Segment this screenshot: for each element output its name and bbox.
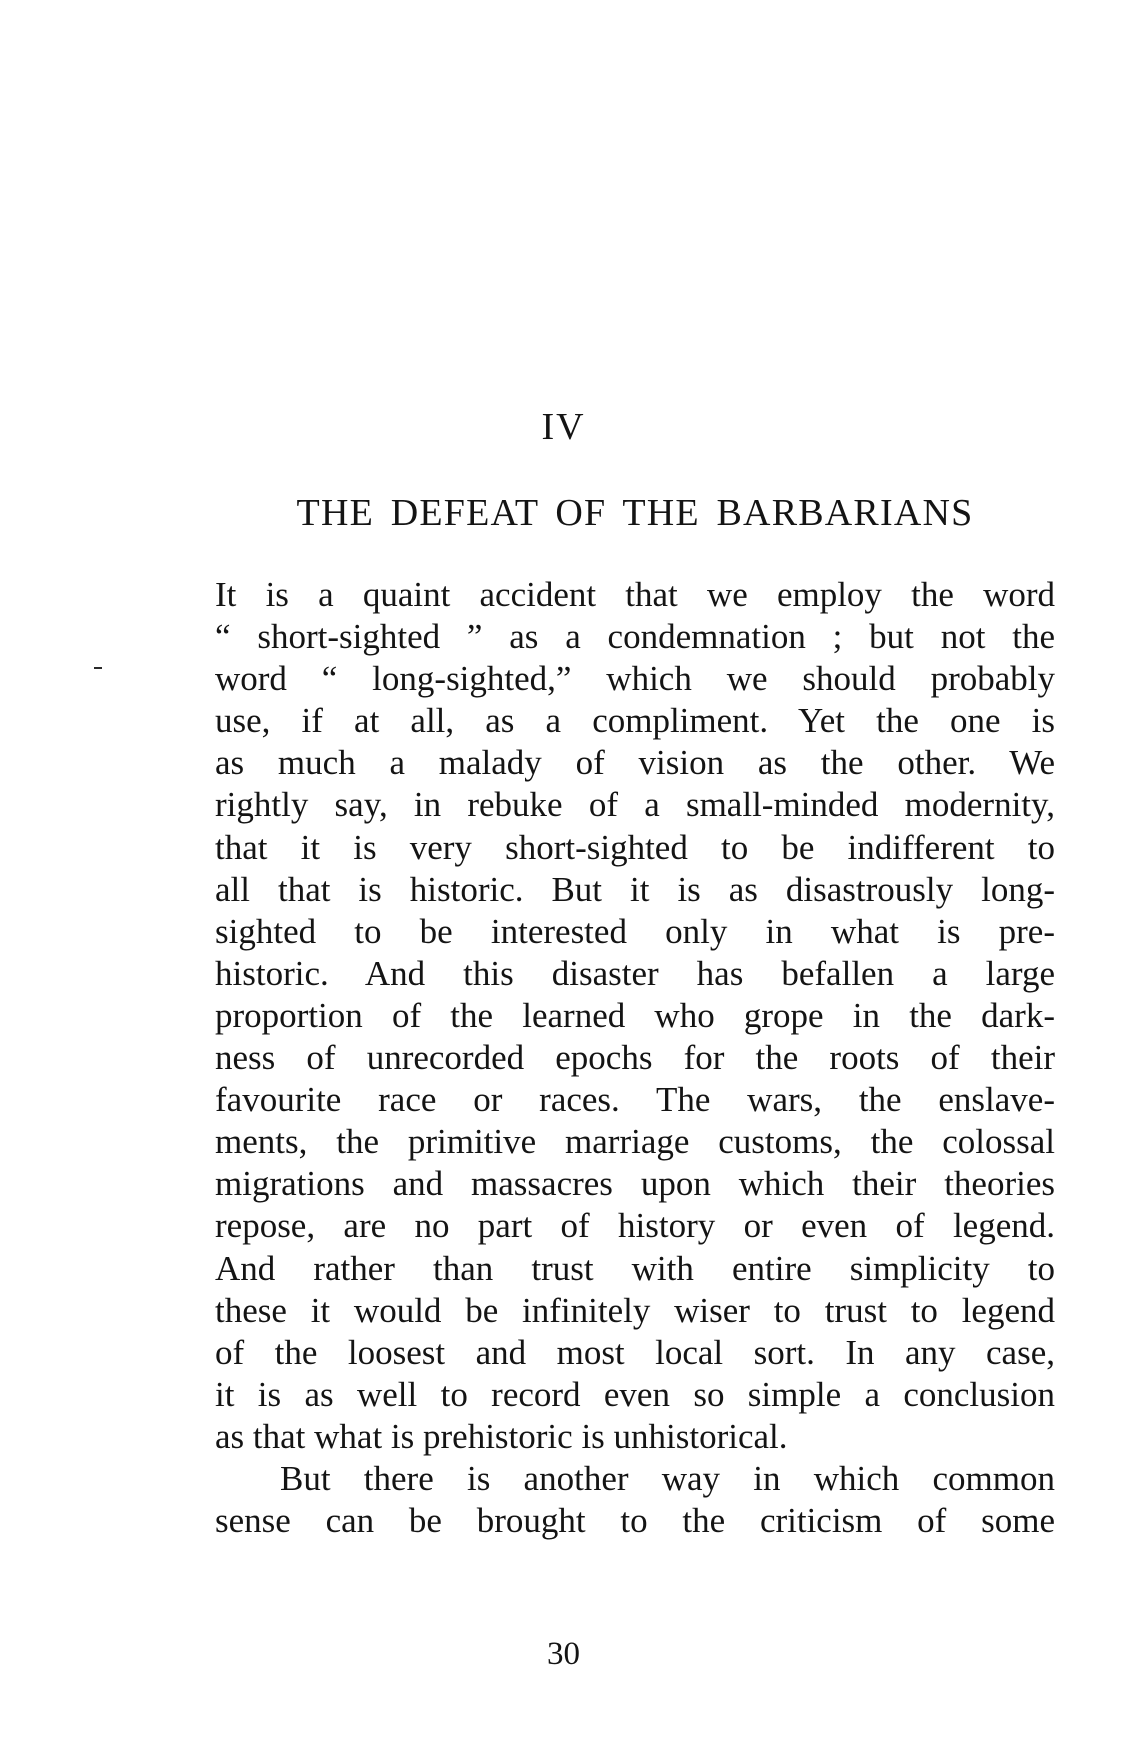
text-line: And rather than trust with entire simplicity to — [215, 1248, 1055, 1288]
text-line: of the loosest and most local sort. In any case, — [215, 1332, 1055, 1372]
text-line: ments, the primitive marriage customs, the colossal — [215, 1122, 1055, 1162]
text-line: as that what is prehistoric is unhistorical. — [215, 1416, 788, 1456]
margin-mark — [94, 667, 102, 669]
text-line: historic. And this disaster has befallen a large — [215, 953, 1055, 993]
text-line: It is a quaint accident that we employ the word — [215, 575, 1055, 614]
text-line: proportion of the learned who grope in the dark- — [215, 995, 1055, 1035]
text-line: But there is another way in which common — [280, 1458, 1055, 1498]
text-line: sense can be brought to the criticism of some — [215, 1501, 1055, 1541]
text-line: these it would be infinitely wiser to trust to legend — [215, 1290, 1055, 1330]
text-line: all that is historic. But it is as disastrously long- — [215, 869, 1055, 909]
page-number: 30 — [547, 1636, 580, 1672]
text-line: rightly say, in rebuke of a small-minded modernity, — [215, 785, 1055, 825]
chapter-number: IV — [541, 406, 586, 448]
text-line: “ short-sighted ” as a condemnation ; but not the — [215, 617, 1055, 657]
text-line: repose, are no part of history or even of legend. — [215, 1206, 1055, 1246]
text-line: migrations and massacres upon which their theories — [215, 1164, 1055, 1204]
text-line: use, if at all, as a compliment. Yet the one is — [215, 701, 1055, 741]
text-line: word “ long-sighted,” which we should probably — [215, 659, 1055, 699]
chapter-title: THE DEFEAT OF THE BARBARIANS — [296, 492, 974, 534]
text-line: favourite race or races. The wars, the enslave- — [215, 1080, 1055, 1120]
text-line: sighted to be interested only in what is pre- — [215, 911, 1055, 951]
text-line: as much a malady of vision as the other. We — [215, 743, 1055, 783]
body-text — [215, 574, 1055, 1542]
text-line: it is as well to record even so simple a conclusion — [215, 1374, 1055, 1414]
text-line: that it is very short-sighted to be indifferent to — [215, 827, 1055, 867]
text-line: ness of unrecorded epochs for the roots of their — [215, 1038, 1055, 1078]
